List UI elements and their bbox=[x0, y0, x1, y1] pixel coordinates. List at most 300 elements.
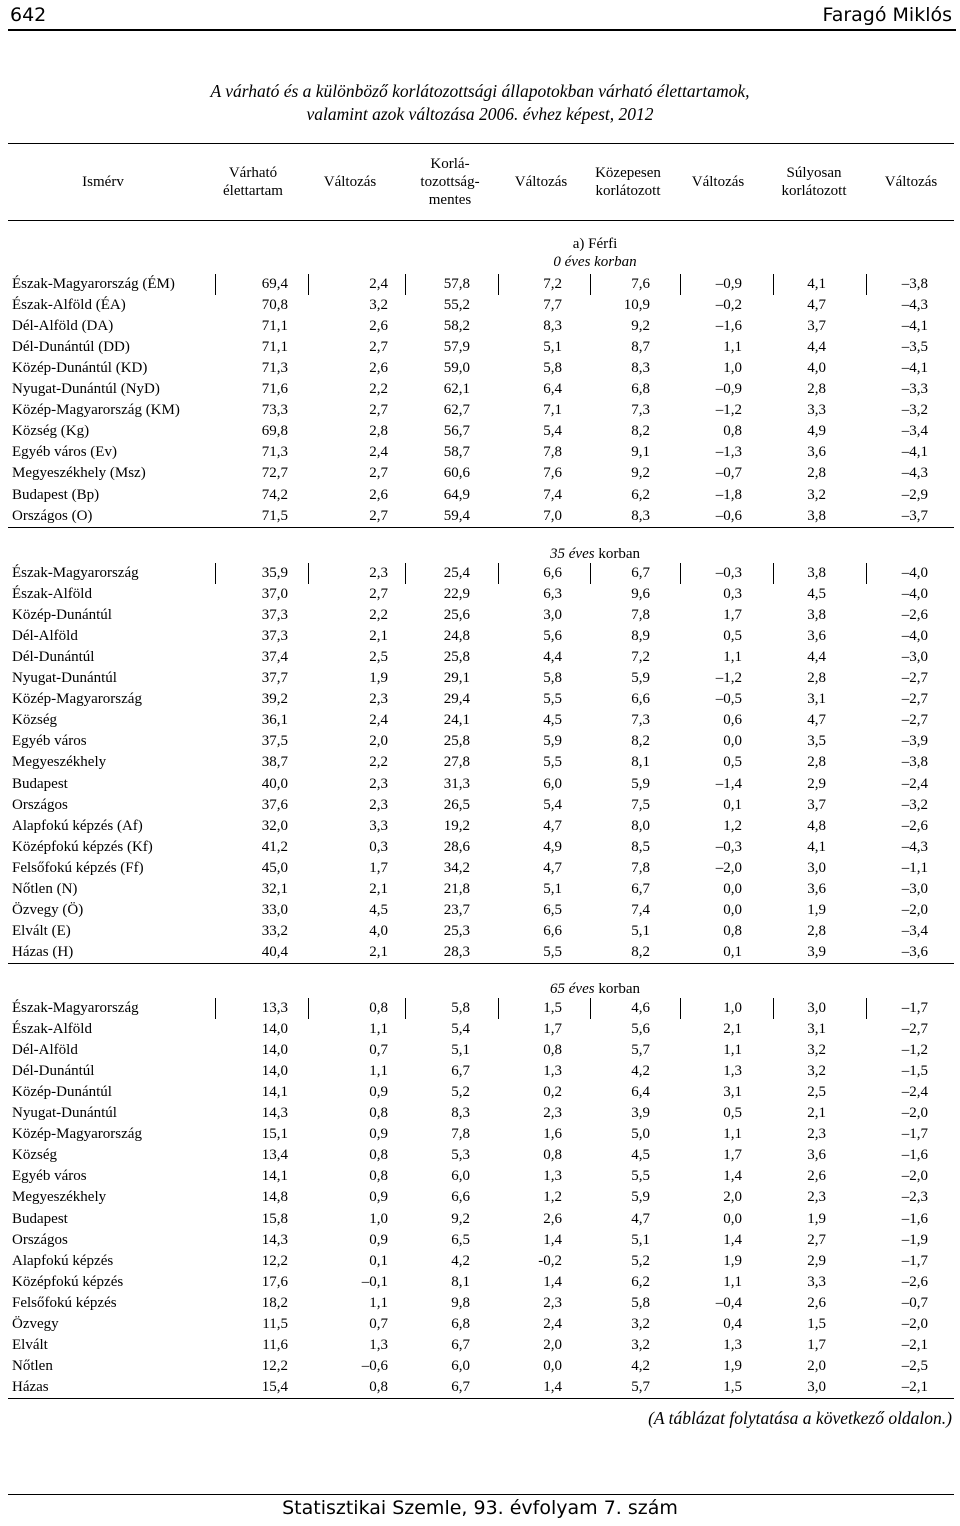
row-label: Község bbox=[12, 712, 57, 729]
table-cell: 8,0 bbox=[631, 817, 650, 834]
table-cell: 15,8 bbox=[261, 1210, 288, 1227]
table-cell: 2,2 bbox=[369, 754, 388, 771]
table-cell: 14,1 bbox=[261, 1084, 288, 1101]
table-row bbox=[8, 774, 954, 795]
table-cell: 5,8 bbox=[451, 1000, 470, 1016]
table-cell: 28,6 bbox=[443, 838, 470, 855]
table-cell: 5,5 bbox=[543, 943, 562, 960]
column-header-text: Változás bbox=[514, 174, 568, 190]
table-cell: 2,8 bbox=[807, 754, 826, 771]
column-tick bbox=[215, 274, 216, 295]
table-cell: 2,3 bbox=[369, 796, 388, 813]
table-cell: 1,3 bbox=[369, 1336, 388, 1353]
table-cell: 72,7 bbox=[261, 465, 288, 482]
table-cell: 7,4 bbox=[631, 901, 650, 918]
table-cell: 6,5 bbox=[451, 1231, 470, 1248]
row-label: Község (Kg) bbox=[12, 423, 90, 440]
table-cell: 36,1 bbox=[261, 712, 288, 729]
table-cell: 2,7 bbox=[807, 1231, 826, 1248]
table-cell: 4,7 bbox=[807, 297, 826, 314]
table-cell: –0,6 bbox=[715, 507, 742, 524]
table-row bbox=[8, 731, 954, 752]
table-cell: 2,8 bbox=[807, 670, 826, 687]
table-cell: 4,0 bbox=[807, 360, 826, 377]
table-cell: –1,6 bbox=[715, 318, 742, 335]
table-cell: 59,4 bbox=[443, 507, 470, 524]
table-cell: 2,5 bbox=[369, 649, 388, 666]
table-row bbox=[8, 1251, 954, 1272]
table-cell: 1,0 bbox=[369, 1210, 388, 1227]
row-label: Dél-Alföld (DA) bbox=[12, 318, 114, 335]
table-cell: 7,8 bbox=[543, 444, 562, 461]
table-cell: 1,4 bbox=[543, 1273, 562, 1290]
table-cell: 3,6 bbox=[807, 880, 826, 897]
table-cell: –2,7 bbox=[901, 670, 928, 687]
table-cell: 18,2 bbox=[261, 1294, 288, 1311]
table-cell: –0,2 bbox=[715, 297, 742, 314]
table-cell: 12,2 bbox=[261, 1357, 288, 1374]
table-cell: 37,5 bbox=[261, 733, 288, 750]
table-cell: 1,1 bbox=[369, 1063, 388, 1080]
row-label: Észak-Alföld bbox=[12, 1021, 92, 1038]
table-cell: 8,2 bbox=[631, 423, 650, 440]
table-cell: 1,1 bbox=[723, 1273, 742, 1290]
table-cell: 71,3 bbox=[261, 444, 288, 461]
table-cell: –2,0 bbox=[901, 901, 928, 918]
table-cell: 0,8 bbox=[369, 1147, 388, 1164]
column-tick bbox=[498, 274, 499, 295]
table-cell: 3,2 bbox=[807, 1042, 826, 1059]
table-cell: –3,0 bbox=[901, 880, 928, 897]
table-cell: –1,6 bbox=[901, 1210, 928, 1227]
table-cell: 6,2 bbox=[631, 486, 650, 503]
column-header-text: Korlá- tozottság- mentes bbox=[420, 156, 480, 208]
row-label: Elvált bbox=[12, 1336, 48, 1353]
table-cell: –0,9 bbox=[715, 276, 742, 292]
section-subtitle-plain: korban bbox=[594, 546, 640, 562]
table-cell: 3,6 bbox=[807, 1147, 826, 1164]
row-label: Észak-Alföld bbox=[12, 586, 92, 603]
table-cell: –2,7 bbox=[901, 712, 928, 729]
table-cell: 7,1 bbox=[543, 402, 562, 419]
table-cell: –1,9 bbox=[901, 1231, 928, 1248]
table-cell: 5,5 bbox=[543, 691, 562, 708]
column-tick bbox=[680, 998, 681, 1019]
table-cell: 4,4 bbox=[807, 339, 826, 356]
table-row bbox=[8, 274, 954, 295]
table-cell: 71,6 bbox=[261, 381, 288, 398]
row-label: Országos bbox=[12, 1231, 68, 1248]
table-cell: 5,8 bbox=[543, 670, 562, 687]
row-label: Középfokú képzés bbox=[12, 1273, 124, 1290]
table-cell: 4,1 bbox=[807, 276, 826, 292]
table-cell: 0,3 bbox=[723, 586, 742, 603]
table-cell: 2,0 bbox=[369, 733, 388, 750]
table-row bbox=[8, 858, 954, 879]
table-cell: 2,6 bbox=[369, 486, 388, 503]
table-cell: 24,1 bbox=[443, 712, 470, 729]
table-cell: 0,7 bbox=[369, 1315, 388, 1332]
table-cell: 8,1 bbox=[451, 1273, 470, 1290]
table-cell: 1,9 bbox=[723, 1252, 742, 1269]
table-cell: 6,4 bbox=[543, 381, 562, 398]
row-label: Község bbox=[12, 1147, 57, 1164]
row-label: Nőtlen bbox=[12, 1357, 53, 1374]
table-cell: 3,7 bbox=[807, 796, 826, 813]
table-cell: 25,3 bbox=[443, 922, 470, 939]
table-cell: 4,2 bbox=[451, 1252, 470, 1269]
table-cell: 2,2 bbox=[369, 607, 388, 624]
row-label: Megyeszékhely bbox=[12, 1189, 107, 1206]
table-cell: 35,9 bbox=[261, 565, 288, 581]
table-cell: 17,6 bbox=[261, 1273, 288, 1290]
table-cell: 14,3 bbox=[261, 1231, 288, 1248]
row-label: Dél-Dunántúl bbox=[12, 1063, 95, 1080]
table-cell: 1,3 bbox=[723, 1336, 742, 1353]
table-row bbox=[8, 584, 954, 605]
table-row bbox=[8, 1040, 954, 1061]
author-name: Faragó Miklós bbox=[822, 4, 952, 26]
table-row bbox=[8, 626, 954, 647]
column-header-4 bbox=[396, 144, 504, 220]
table-cell: 7,8 bbox=[631, 859, 650, 876]
table-row bbox=[8, 358, 954, 379]
table-row bbox=[8, 379, 954, 400]
table-cell: 3,1 bbox=[807, 691, 826, 708]
table-cell: 60,6 bbox=[443, 465, 470, 482]
table-row bbox=[8, 752, 954, 773]
table-row bbox=[8, 1019, 954, 1040]
table-cell: 6,2 bbox=[631, 1273, 650, 1290]
table-cell: 14,1 bbox=[261, 1168, 288, 1185]
table-cell: 3,3 bbox=[807, 402, 826, 419]
table-cell: 6,8 bbox=[451, 1315, 470, 1332]
table-cell: 3,2 bbox=[807, 486, 826, 503]
row-label: Közép-Magyarország bbox=[12, 1126, 142, 1143]
table-row bbox=[8, 1314, 954, 1335]
table-cell: 2,6 bbox=[369, 360, 388, 377]
table-cell: 0,0 bbox=[723, 733, 742, 750]
table-cell: 5,9 bbox=[543, 733, 562, 750]
table-cell: 37,0 bbox=[261, 586, 288, 603]
table-cell: 5,8 bbox=[631, 1294, 650, 1311]
table-cell: 4,4 bbox=[543, 649, 562, 666]
table-cell: 2,6 bbox=[543, 1210, 562, 1227]
table-cell: 5,4 bbox=[543, 423, 562, 440]
table-row bbox=[8, 689, 954, 710]
table-row bbox=[8, 316, 954, 337]
table-cell: 9,2 bbox=[631, 318, 650, 335]
table-cell: 9,2 bbox=[631, 465, 650, 482]
table-cell: 4,7 bbox=[631, 1210, 650, 1227]
table-cell: 3,3 bbox=[369, 817, 388, 834]
table-cell: –4,0 bbox=[901, 586, 928, 603]
table-cell: 2,8 bbox=[807, 465, 826, 482]
table-cell: 19,2 bbox=[443, 817, 470, 834]
table-cell: 5,2 bbox=[451, 1084, 470, 1101]
row-label: Országos bbox=[12, 796, 68, 813]
table-cell: 8,3 bbox=[451, 1105, 470, 1122]
column-header-3 bbox=[308, 144, 392, 220]
table-cell: –4,0 bbox=[901, 565, 928, 581]
row-label: Nyugat-Dunántúl bbox=[12, 1105, 117, 1122]
table-cell: –2,4 bbox=[901, 1084, 928, 1101]
table-cell: 7,8 bbox=[451, 1126, 470, 1143]
table-cell: 5,1 bbox=[543, 880, 562, 897]
table-cell: 1,4 bbox=[723, 1168, 742, 1185]
table-cell: 2,0 bbox=[807, 1357, 826, 1374]
column-tick bbox=[498, 563, 499, 584]
table-cell: 31,3 bbox=[443, 775, 470, 792]
table-cell: 1,4 bbox=[723, 1231, 742, 1248]
column-header-5 bbox=[505, 144, 577, 220]
table-cell: 1,0 bbox=[723, 360, 742, 377]
table-cell: 5,4 bbox=[543, 796, 562, 813]
row-label: Nőtlen (N) bbox=[12, 880, 78, 897]
table-row bbox=[8, 485, 954, 506]
table-cell: –4,3 bbox=[901, 465, 928, 482]
table-cell: 14,0 bbox=[261, 1042, 288, 1059]
column-tick bbox=[498, 998, 499, 1019]
table-cell: 5,1 bbox=[631, 922, 650, 939]
table-cell: 7,2 bbox=[631, 649, 650, 666]
table-cell: 0,9 bbox=[369, 1126, 388, 1143]
column-header-text: Közepesen korlátozott bbox=[595, 165, 661, 199]
table-cell: 7,7 bbox=[543, 297, 562, 314]
table-cell: 4,1 bbox=[807, 838, 826, 855]
table-cell: 7,2 bbox=[543, 276, 562, 292]
table-cell: –4,0 bbox=[901, 628, 928, 645]
column-tick bbox=[308, 563, 309, 584]
table-cell: 2,7 bbox=[369, 507, 388, 524]
table-cell: 5,9 bbox=[631, 1189, 650, 1206]
table-cell: 73,3 bbox=[261, 402, 288, 419]
table-cell: –3,8 bbox=[901, 754, 928, 771]
table-row bbox=[8, 1124, 954, 1145]
row-label: Megyeszékhely (Msz) bbox=[12, 465, 146, 482]
table-cell: 1,7 bbox=[369, 859, 388, 876]
table-cell: 6,5 bbox=[543, 901, 562, 918]
table-cell: 4,7 bbox=[807, 712, 826, 729]
table-cell: –1,2 bbox=[715, 402, 742, 419]
table-cell: 6,6 bbox=[543, 922, 562, 939]
table-cell: –2,6 bbox=[901, 1273, 928, 1290]
row-label: Megyeszékhely bbox=[12, 754, 107, 771]
section-title-1 bbox=[480, 235, 710, 271]
table-row bbox=[8, 1061, 954, 1082]
table-cell: –3,8 bbox=[901, 276, 928, 292]
table-cell: 5,5 bbox=[543, 754, 562, 771]
table-cell: 29,4 bbox=[443, 691, 470, 708]
table-row bbox=[8, 605, 954, 626]
table-cell: –1,2 bbox=[715, 670, 742, 687]
table-cell: 0,8 bbox=[723, 423, 742, 440]
table-cell: 33,0 bbox=[261, 901, 288, 918]
column-tick bbox=[405, 274, 406, 295]
table-cell: 8,7 bbox=[631, 339, 650, 356]
table-cell: 0,9 bbox=[369, 1231, 388, 1248]
table-cell: 2,0 bbox=[723, 1189, 742, 1206]
table-cell: 62,1 bbox=[443, 381, 470, 398]
table-cell: 40,0 bbox=[261, 775, 288, 792]
table-cell: –3,3 bbox=[901, 381, 928, 398]
row-label: Házas bbox=[12, 1378, 49, 1395]
column-header-9 bbox=[868, 144, 954, 220]
row-label: Nyugat-Dunántúl bbox=[12, 670, 117, 687]
table-cell: 37,3 bbox=[261, 607, 288, 624]
row-label: Észak-Alföld (ÉA) bbox=[12, 297, 126, 314]
table-cell: 6,4 bbox=[631, 1084, 650, 1101]
table-cell: 2,1 bbox=[369, 880, 388, 897]
row-label: Alapfokú képzés (Af) bbox=[12, 817, 143, 834]
section-title-3 bbox=[480, 980, 710, 998]
table-cell: 2,4 bbox=[543, 1315, 562, 1332]
table-cell: –4,1 bbox=[901, 360, 928, 377]
table-cell: 1,9 bbox=[807, 901, 826, 918]
table-cell: 37,7 bbox=[261, 670, 288, 687]
table-cell: –4,1 bbox=[901, 318, 928, 335]
table-cell: 13,4 bbox=[261, 1147, 288, 1164]
table-cell: –0,5 bbox=[715, 691, 742, 708]
running-header bbox=[0, 0, 960, 30]
table-cell: -0,2 bbox=[538, 1252, 562, 1269]
table-cell: –0,1 bbox=[361, 1273, 388, 1290]
table-cell: 3,5 bbox=[807, 733, 826, 750]
table-cell: –1,1 bbox=[901, 859, 928, 876]
column-tick bbox=[866, 563, 867, 584]
table-cell: 1,1 bbox=[369, 1294, 388, 1311]
column-tick bbox=[308, 998, 309, 1019]
table-cell: 7,8 bbox=[631, 607, 650, 624]
table-cell: 4,5 bbox=[543, 712, 562, 729]
table-cell: 3,2 bbox=[631, 1336, 650, 1353]
table-cell: 3,3 bbox=[807, 1273, 826, 1290]
table-cell: 5,5 bbox=[631, 1168, 650, 1185]
table-cell: –3,9 bbox=[901, 733, 928, 750]
table-cell: –1,3 bbox=[715, 444, 742, 461]
row-label: Országos (O) bbox=[12, 507, 93, 524]
table-cell: 56,7 bbox=[443, 423, 470, 440]
table-header bbox=[8, 143, 954, 221]
column-header-7 bbox=[676, 144, 760, 220]
table-cell: 0,7 bbox=[369, 1042, 388, 1059]
table-cell: 41,2 bbox=[261, 838, 288, 855]
table-cell: 32,1 bbox=[261, 880, 288, 897]
row-label: Budapest bbox=[12, 1210, 68, 1227]
table-cell: 1,7 bbox=[723, 607, 742, 624]
table-cell: 25,8 bbox=[443, 649, 470, 666]
table-cell: 3,0 bbox=[807, 859, 826, 876]
table-cell: 2,1 bbox=[723, 1021, 742, 1038]
table-cell: 25,8 bbox=[443, 733, 470, 750]
column-tick bbox=[308, 274, 309, 295]
table-cell: 4,7 bbox=[543, 859, 562, 876]
table-row bbox=[8, 1230, 954, 1251]
table-cell: 6,0 bbox=[451, 1168, 470, 1185]
table-cell: 2,0 bbox=[543, 1336, 562, 1353]
table-row bbox=[8, 1377, 954, 1399]
table-cell: 0,8 bbox=[369, 1105, 388, 1122]
table-cell: 1,6 bbox=[543, 1126, 562, 1143]
table-cell: 0,8 bbox=[723, 922, 742, 939]
column-tick bbox=[215, 998, 216, 1019]
table-cell: –2,9 bbox=[901, 486, 928, 503]
table-cell: –4,3 bbox=[901, 838, 928, 855]
table-cell: –1,7 bbox=[901, 1000, 928, 1016]
table-cell: 7,0 bbox=[543, 507, 562, 524]
table-cell: 3,6 bbox=[807, 444, 826, 461]
table-cell: 71,5 bbox=[261, 507, 288, 524]
table-cell: 2,9 bbox=[807, 775, 826, 792]
table-cell: 0,0 bbox=[723, 901, 742, 918]
table-cell: –2,0 bbox=[901, 1168, 928, 1185]
table-cell: 1,7 bbox=[807, 1336, 826, 1353]
row-label: Felsőfokú képzés (Ff) bbox=[12, 859, 144, 876]
table-cell: 69,4 bbox=[261, 276, 288, 292]
caption-line-2: valamint azok változása 2006. évhez képest, 2012 bbox=[306, 104, 654, 124]
table-row bbox=[8, 1209, 954, 1230]
table-cell: 2,8 bbox=[807, 922, 826, 939]
table-cell: 29,1 bbox=[443, 670, 470, 687]
table-cell: 2,4 bbox=[369, 712, 388, 729]
table-cell: 0,5 bbox=[723, 1105, 742, 1122]
row-label: Egyéb város bbox=[12, 733, 87, 750]
table-cell: 28,3 bbox=[443, 943, 470, 960]
table-cell: –2,6 bbox=[901, 817, 928, 834]
table-cell: 5,6 bbox=[543, 628, 562, 645]
column-tick bbox=[680, 274, 681, 295]
column-header-2 bbox=[203, 144, 303, 220]
table-cell: 8,2 bbox=[631, 733, 650, 750]
table-cell: 2,7 bbox=[369, 339, 388, 356]
footer-rule bbox=[8, 1494, 954, 1495]
column-tick bbox=[866, 274, 867, 295]
row-label: Közép-Magyarország bbox=[12, 691, 142, 708]
table-cell: 5,3 bbox=[451, 1147, 470, 1164]
table-cell: 5,7 bbox=[631, 1042, 650, 1059]
table-cell: 5,8 bbox=[543, 360, 562, 377]
table-cell: 4,0 bbox=[369, 922, 388, 939]
table-cell: 4,5 bbox=[807, 586, 826, 603]
table-cell: 11,6 bbox=[262, 1336, 288, 1353]
table-caption bbox=[150, 80, 810, 126]
table-row bbox=[8, 463, 954, 484]
table-cell: –0,3 bbox=[715, 565, 742, 581]
section-subtitle bbox=[480, 545, 710, 563]
column-header-text: Változás bbox=[884, 174, 938, 190]
column-header-text: Várható élettartam bbox=[223, 165, 283, 199]
table-cell: 6,6 bbox=[543, 565, 562, 581]
table-cell: 2,7 bbox=[369, 586, 388, 603]
table-cell: 2,3 bbox=[807, 1126, 826, 1143]
row-label: Közép-Dunántúl (KD) bbox=[12, 360, 148, 377]
table-cell: 40,4 bbox=[261, 943, 288, 960]
table-cell: 9,8 bbox=[451, 1294, 470, 1311]
table-cell: 33,2 bbox=[261, 922, 288, 939]
table-cell: 0,5 bbox=[723, 754, 742, 771]
table-row bbox=[8, 1335, 954, 1356]
table-cell: –2,0 bbox=[901, 1315, 928, 1332]
table-cell: 39,2 bbox=[261, 691, 288, 708]
table-cell: –1,6 bbox=[901, 1147, 928, 1164]
table-cell: 4,6 bbox=[631, 1000, 650, 1016]
table-cell: 6,7 bbox=[451, 1336, 470, 1353]
table-cell: –3,4 bbox=[901, 922, 928, 939]
table-row bbox=[8, 837, 954, 858]
row-label: Dél-Alföld bbox=[12, 628, 78, 645]
row-label: Dél-Alföld bbox=[12, 1042, 78, 1059]
table-cell: 1,1 bbox=[723, 649, 742, 666]
